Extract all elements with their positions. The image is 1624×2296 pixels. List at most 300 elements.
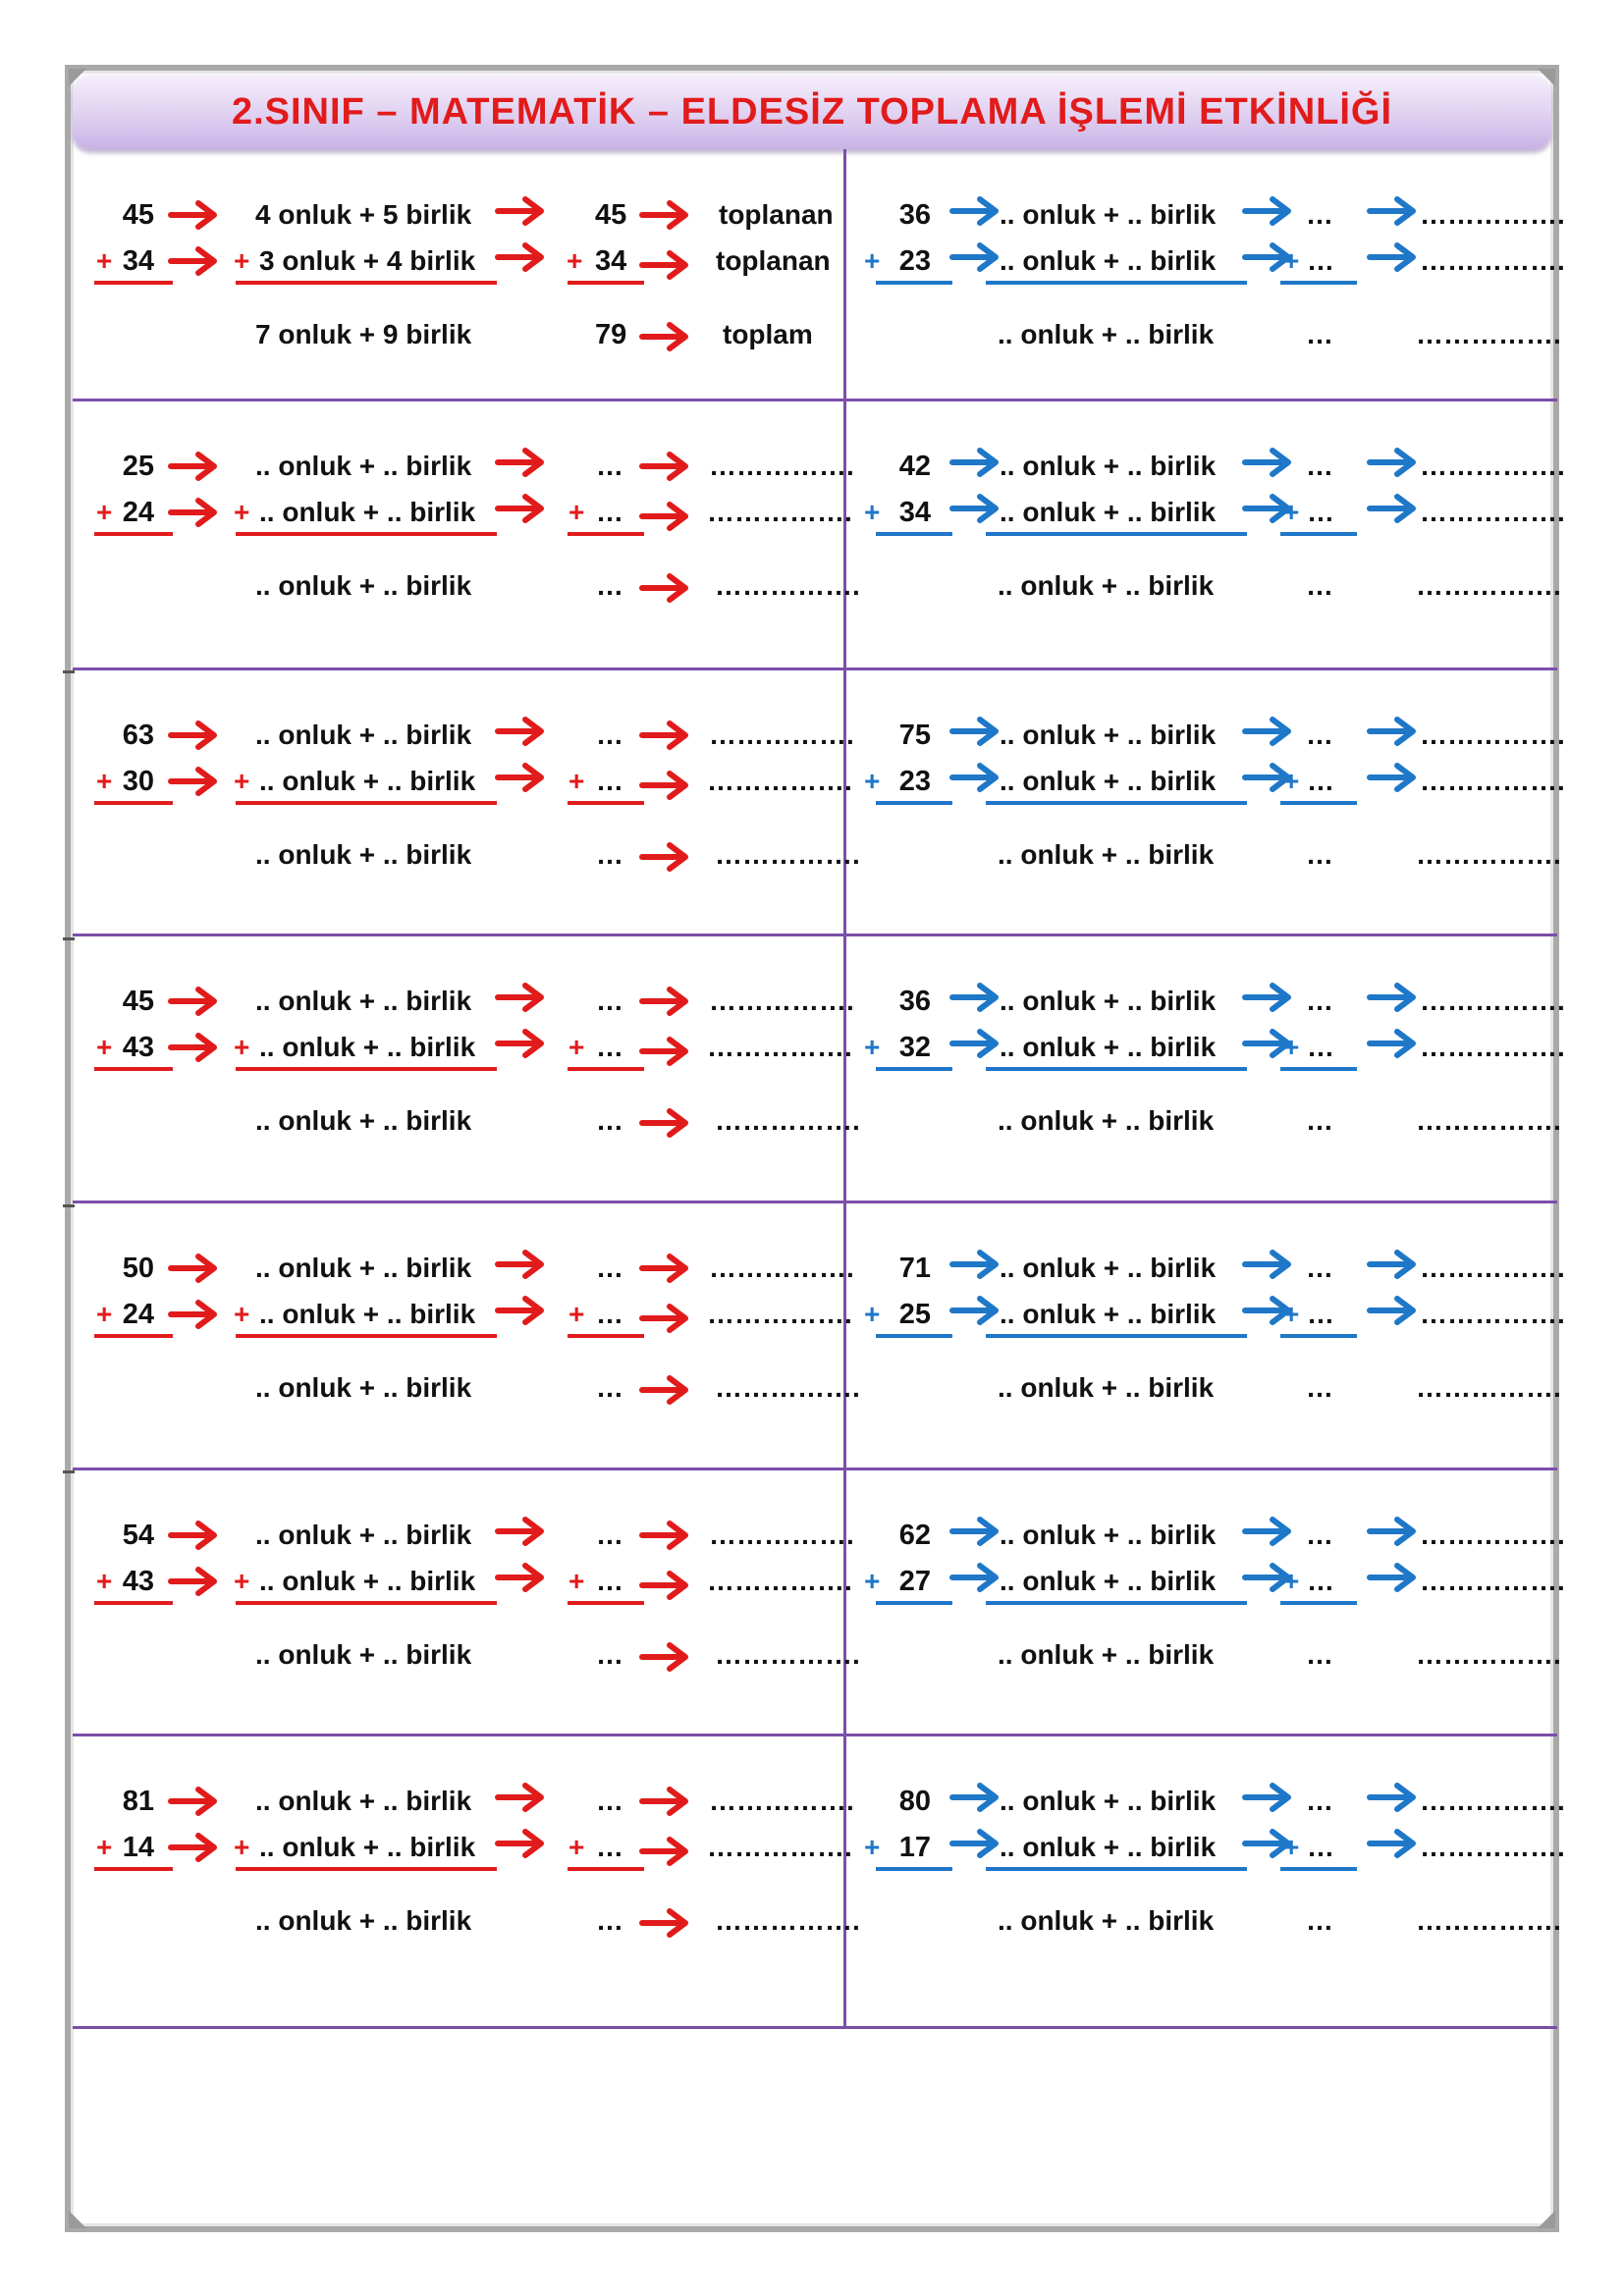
answer-blank: ……………. (709, 720, 854, 750)
decomposition-sum-blank: .. onluk + .. birlik (255, 1905, 472, 1936)
addend-b: 25 (898, 1299, 931, 1330)
arrow-right-icon (496, 1296, 551, 1325)
sum-underline (1280, 532, 1357, 536)
addend-a-repeat: 45 (595, 199, 627, 231)
sum-underline (1280, 801, 1357, 805)
addend-a: 45 (122, 986, 154, 1017)
arrow-right-icon (1368, 1029, 1423, 1058)
sum-underline (1280, 281, 1357, 285)
decomposition-b-blank: .. onluk + .. birlik (1000, 245, 1217, 276)
plus-sign: + (96, 1299, 113, 1329)
addend-a: 42 (898, 451, 931, 482)
blank-sum: … (1306, 1905, 1333, 1936)
blank-b: … (1307, 1032, 1334, 1062)
arrow-right-icon (169, 1833, 224, 1862)
addend-b: 24 (122, 497, 154, 528)
arrow-right-icon (169, 1787, 224, 1816)
addend-a: 36 (898, 199, 931, 231)
arrow-right-icon (950, 1829, 1005, 1858)
sum-underline (236, 281, 497, 285)
arrow-right-icon (640, 1254, 695, 1283)
addend-a: 25 (122, 451, 154, 482)
decomposition-b-blank: .. onluk + .. birlik (259, 1299, 476, 1329)
decomposition-sum-blank: .. onluk + .. birlik (255, 1639, 472, 1670)
decomposition-b-blank: .. onluk + .. birlik (1000, 1299, 1217, 1329)
plus-sign: + (234, 245, 250, 276)
answer-blank: ……………. (1420, 199, 1565, 230)
plus-sign: + (864, 497, 881, 527)
decomposition-a-blank: .. onluk + .. birlik (1000, 1520, 1217, 1550)
answer-blank: ……………. (707, 1032, 852, 1062)
plus-sign: + (864, 766, 881, 796)
arrow-right-icon (640, 771, 695, 800)
sum-underline (94, 281, 173, 285)
arrow-right-icon (640, 1787, 695, 1816)
sum-underline (1280, 1867, 1357, 1871)
blank-b: … (1307, 497, 1334, 527)
frame-corner (1538, 2211, 1555, 2228)
blank-a: … (596, 1786, 623, 1816)
answer-blank: ……………. (707, 1299, 852, 1329)
blank-b: … (1307, 1566, 1334, 1596)
arrow-right-icon (169, 452, 224, 481)
sum-underline (236, 1067, 497, 1071)
answer-blank: ……………. (715, 1639, 860, 1670)
answer-blank: ……………. (707, 497, 852, 527)
arrow-right-icon (1243, 196, 1298, 226)
row-divider (73, 1734, 1557, 1736)
plus-sign: + (96, 1032, 113, 1062)
plus-sign: + (568, 497, 585, 527)
addend-b: 30 (122, 766, 154, 797)
answer-blank: ……………. (715, 839, 860, 870)
blank-sum: … (596, 1105, 623, 1136)
arrow-right-icon (1243, 1517, 1298, 1546)
arrow-right-icon (640, 1521, 695, 1550)
answer-blank: ……………. (1420, 497, 1565, 527)
plus-sign: + (568, 1832, 585, 1862)
arrow-right-icon (640, 502, 695, 531)
sum-underline (986, 801, 1247, 805)
sum-underline (94, 532, 173, 536)
addend-b: 17 (898, 1832, 931, 1863)
plus-sign: + (234, 1566, 250, 1596)
answer-blank: ……………. (1420, 1786, 1565, 1816)
arrow-right-icon (950, 983, 1005, 1012)
arrow-right-icon (950, 1783, 1005, 1812)
arrow-right-icon (1368, 1296, 1423, 1325)
addend-b: 34 (122, 245, 154, 277)
arrow-right-icon (640, 1304, 695, 1333)
addend-b: 32 (898, 1032, 931, 1063)
sum-underline (94, 1601, 173, 1605)
arrow-right-icon (1368, 717, 1423, 746)
sum-underline (236, 532, 497, 536)
decomposition-a-blank: .. onluk + .. birlik (255, 1786, 472, 1816)
decomposition-a-blank: .. onluk + .. birlik (255, 986, 472, 1016)
arrow-right-icon (950, 242, 1005, 272)
arrow-right-icon (169, 246, 224, 276)
addend-a: 75 (898, 720, 931, 751)
decomposition-sum-blank: .. onluk + .. birlik (998, 319, 1215, 349)
sum-underline (1280, 1334, 1357, 1338)
plus-sign: + (864, 1032, 881, 1062)
sum-underline (876, 281, 952, 285)
arrow-right-icon (496, 448, 551, 477)
arrow-right-icon (640, 1642, 695, 1672)
decomposition-sum-blank: .. onluk + .. birlik (998, 839, 1215, 870)
blank-sum: … (596, 1372, 623, 1403)
plus-sign: + (864, 1832, 881, 1862)
addend-b: 23 (898, 766, 931, 797)
addend-b: 43 (122, 1566, 154, 1597)
arrow-right-icon (496, 1783, 551, 1812)
arrow-right-icon (1368, 1517, 1423, 1546)
plus-sign: + (568, 1299, 585, 1329)
page-title: 2.SINIF – MATEMATİK – ELDESİZ TOPLAMA İŞLEMİ ETKİNLİĞİ (231, 90, 1393, 133)
decomposition-a-blank: .. onluk + .. birlik (255, 451, 472, 481)
answer-blank: ……………. (715, 1105, 860, 1136)
blank-a: … (596, 1520, 623, 1550)
addend-a: 71 (898, 1253, 931, 1284)
blank-b: … (596, 1832, 623, 1862)
arrow-right-icon (496, 1250, 551, 1279)
decomposition-b-blank: .. onluk + .. birlik (259, 766, 476, 796)
blank-sum: … (1306, 839, 1333, 870)
sum-underline (568, 801, 644, 805)
answer-blank: ……………. (1420, 766, 1565, 796)
decomposition-b-blank: .. onluk + .. birlik (1000, 1832, 1217, 1862)
blank-a: … (596, 720, 623, 750)
answer-blank: ……………. (1420, 720, 1565, 750)
plus-sign: + (1283, 497, 1300, 527)
arrow-right-icon (950, 1517, 1005, 1546)
arrow-right-icon (1243, 983, 1298, 1012)
sum-underline (986, 1867, 1247, 1871)
answer-blank: ……………. (707, 766, 852, 796)
plus-sign: + (1283, 1566, 1300, 1596)
arrow-right-icon (640, 322, 695, 351)
decomposition-sum-blank: .. onluk + .. birlik (998, 1372, 1215, 1403)
title-banner (73, 75, 1551, 149)
sum-underline (568, 281, 644, 285)
addend-b: 43 (122, 1032, 154, 1063)
arrow-right-icon (496, 763, 551, 792)
arrow-right-icon (496, 1029, 551, 1058)
blank-a: … (1306, 720, 1333, 750)
answer-blank: ……………. (1420, 1032, 1565, 1062)
arrow-right-icon (950, 1029, 1005, 1058)
margin-tick (63, 937, 75, 940)
addend-a: 50 (122, 1253, 154, 1284)
decomposition-b-blank: .. onluk + .. birlik (1000, 1032, 1217, 1062)
plus-sign: + (864, 1566, 881, 1596)
sum-underline (1280, 1601, 1357, 1605)
decomposition-sum-blank: .. onluk + .. birlik (255, 1372, 472, 1403)
answer-blank: ……………. (1420, 1832, 1565, 1862)
frame-corner (69, 2211, 86, 2228)
arrow-right-icon (169, 721, 224, 750)
arrow-right-icon (950, 494, 1005, 523)
decomposition-sum: 7 onluk + 9 birlik (255, 319, 472, 349)
blank-a: … (1306, 451, 1333, 481)
arrow-right-icon (640, 200, 695, 230)
sum-underline (568, 1867, 644, 1871)
sum-underline (876, 1601, 952, 1605)
arrow-right-icon (169, 1254, 224, 1283)
sum-underline (876, 801, 952, 805)
label-addend: toplanan (716, 245, 831, 276)
addend-a: 45 (122, 199, 154, 231)
addend-a: 81 (122, 1786, 154, 1817)
sum-underline (876, 1334, 952, 1338)
answer-blank: ……………. (1416, 1372, 1561, 1403)
decomposition-b-blank: .. onluk + .. birlik (1000, 1566, 1217, 1596)
sum-underline (986, 1601, 1247, 1605)
plus-sign: + (96, 1832, 113, 1862)
plus-sign: + (234, 766, 250, 796)
answer-blank: ……………. (715, 1372, 860, 1403)
decomposition-b-blank: .. onluk + .. birlik (1000, 497, 1217, 527)
blank-a: … (596, 986, 623, 1016)
arrow-right-icon (1243, 1250, 1298, 1279)
sum-underline (1280, 1067, 1357, 1071)
arrow-right-icon (496, 983, 551, 1012)
blank-b: … (1307, 766, 1334, 796)
plus-sign: + (1283, 766, 1300, 796)
margin-tick (63, 1470, 75, 1473)
sum-underline (568, 532, 644, 536)
plus-sign: + (234, 1832, 250, 1862)
decomposition-a-blank: .. onluk + .. birlik (1000, 199, 1217, 230)
blank-a: … (596, 1253, 623, 1283)
arrow-right-icon (640, 1571, 695, 1600)
arrow-right-icon (640, 452, 695, 481)
answer-blank: ……………. (715, 570, 860, 601)
addend-a: 54 (122, 1520, 154, 1551)
plus-sign: + (864, 245, 881, 276)
decomposition-b-blank: .. onluk + .. birlik (259, 1032, 476, 1062)
addend-b: 23 (898, 245, 931, 277)
blank-sum: … (1306, 570, 1333, 601)
plus-sign: + (96, 497, 113, 527)
sum-underline (236, 1334, 497, 1338)
sum-underline (94, 1067, 173, 1071)
arrow-right-icon (1368, 1250, 1423, 1279)
plus-sign: + (234, 497, 250, 527)
addend-b: 27 (898, 1566, 931, 1597)
arrow-right-icon (950, 448, 1005, 477)
blank-a: … (1306, 1520, 1333, 1550)
answer-blank: ……………. (1416, 1639, 1561, 1670)
answer-blank: ……………. (1420, 451, 1565, 481)
plus-sign: + (1283, 1299, 1300, 1329)
answer-blank: ……………. (1416, 1905, 1561, 1936)
blank-sum: … (1306, 319, 1333, 349)
arrow-right-icon (640, 573, 695, 603)
sum-underline (236, 801, 497, 805)
addend-a: 62 (898, 1520, 931, 1551)
arrow-right-icon (1243, 448, 1298, 477)
arrow-right-icon (1243, 1783, 1298, 1812)
plus-sign: + (96, 1566, 113, 1596)
arrow-right-icon (169, 1300, 224, 1329)
answer-blank: ……………. (1420, 245, 1565, 276)
blank-a: … (1306, 199, 1333, 230)
addend-b-repeat: 34 (595, 245, 627, 277)
margin-tick (63, 1204, 75, 1207)
sum-underline (986, 1334, 1247, 1338)
blank-sum: … (596, 839, 623, 870)
sum-underline (986, 1067, 1247, 1071)
sum-underline (94, 1867, 173, 1871)
plus-sign: + (96, 766, 113, 796)
sum-underline (94, 801, 173, 805)
sum-value: 79 (595, 319, 627, 350)
sum-underline (568, 1334, 644, 1338)
sum-underline (568, 1601, 644, 1605)
arrow-right-icon (169, 767, 224, 796)
row-divider (73, 1201, 1557, 1203)
label-sum: toplam (723, 319, 813, 349)
answer-blank: ……………. (1416, 319, 1561, 349)
arrow-right-icon (169, 1033, 224, 1062)
arrow-right-icon (1368, 763, 1423, 792)
plus-sign: + (567, 245, 583, 276)
row-divider (73, 934, 1557, 936)
plus-sign: + (1283, 1832, 1300, 1862)
blank-a: … (1306, 986, 1333, 1016)
blank-b: … (596, 766, 623, 796)
decomposition-a-blank: .. onluk + .. birlik (255, 1253, 472, 1283)
answer-blank: ……………. (1416, 570, 1561, 601)
sum-underline (876, 1867, 952, 1871)
decomposition-sum-blank: .. onluk + .. birlik (998, 1639, 1215, 1670)
answer-blank: ……………. (1420, 1566, 1565, 1596)
arrow-right-icon (640, 1375, 695, 1405)
arrow-right-icon (640, 1108, 695, 1138)
sum-underline (876, 532, 952, 536)
plus-sign: + (568, 1032, 585, 1062)
decomposition-b-blank: .. onluk + .. birlik (259, 1566, 476, 1596)
decomposition-sum-blank: .. onluk + .. birlik (998, 1905, 1215, 1936)
decomposition-a-blank: .. onluk + .. birlik (255, 1520, 472, 1550)
arrow-right-icon (1368, 494, 1423, 523)
decomposition-a-blank: .. onluk + .. birlik (1000, 1253, 1217, 1283)
answer-blank: ……………. (709, 451, 854, 481)
blank-a: … (1306, 1253, 1333, 1283)
arrow-right-icon (950, 1563, 1005, 1592)
arrow-right-icon (950, 1296, 1005, 1325)
arrow-right-icon (950, 763, 1005, 792)
blank-b: … (596, 1299, 623, 1329)
blank-sum: … (1306, 1639, 1333, 1670)
blank-b: … (1307, 1832, 1334, 1862)
margin-tick (63, 670, 75, 673)
arrow-right-icon (950, 196, 1005, 226)
answer-blank: ……………. (709, 1253, 854, 1283)
arrow-right-icon (496, 1517, 551, 1546)
blank-b: … (1307, 1299, 1334, 1329)
arrow-right-icon (1368, 196, 1423, 226)
decomposition-a-blank: .. onluk + .. birlik (1000, 986, 1217, 1016)
arrow-right-icon (496, 196, 551, 226)
blank-b: … (596, 497, 623, 527)
blank-sum: … (596, 1905, 623, 1936)
arrow-right-icon (640, 842, 695, 872)
addend-b: 24 (122, 1299, 154, 1330)
arrow-right-icon (1368, 448, 1423, 477)
answer-blank: ……………. (1416, 1105, 1561, 1136)
arrow-right-icon (169, 498, 224, 527)
decomposition-b: 3 onluk + 4 birlik (259, 245, 476, 276)
arrow-right-icon (496, 242, 551, 272)
answer-blank: ……………. (715, 1905, 860, 1936)
arrow-right-icon (1368, 1829, 1423, 1858)
answer-blank: ……………. (1420, 986, 1565, 1016)
decomposition-b-blank: .. onluk + .. birlik (1000, 766, 1217, 796)
plus-sign: + (234, 1032, 250, 1062)
label-addend: toplanan (719, 199, 834, 230)
decomposition-b-blank: .. onluk + .. birlik (259, 497, 476, 527)
arrow-right-icon (950, 717, 1005, 746)
blank-b: … (596, 1566, 623, 1596)
decomposition-a: 4 onluk + 5 birlik (255, 199, 472, 230)
arrow-right-icon (169, 200, 224, 230)
plus-sign: + (96, 245, 113, 276)
arrow-right-icon (496, 1829, 551, 1858)
arrow-right-icon (640, 1837, 695, 1866)
arrow-right-icon (1368, 1563, 1423, 1592)
arrow-right-icon (1368, 1783, 1423, 1812)
decomposition-sum-blank: .. onluk + .. birlik (255, 839, 472, 870)
answer-blank: ……………. (1420, 1520, 1565, 1550)
decomposition-sum-blank: .. onluk + .. birlik (255, 570, 472, 601)
sum-underline (236, 1601, 497, 1605)
row-divider (73, 667, 1557, 670)
arrow-right-icon (640, 721, 695, 750)
addend-b: 34 (898, 497, 931, 528)
sum-underline (876, 1067, 952, 1071)
decomposition-sum-blank: .. onluk + .. birlik (998, 570, 1215, 601)
arrow-right-icon (1368, 242, 1423, 272)
arrow-right-icon (169, 1567, 224, 1596)
arrow-right-icon (496, 1563, 551, 1592)
column-divider (843, 149, 846, 2028)
decomposition-b-blank: .. onluk + .. birlik (259, 1832, 476, 1862)
arrow-right-icon (169, 987, 224, 1016)
decomposition-a-blank: .. onluk + .. birlik (1000, 451, 1217, 481)
sum-underline (986, 281, 1247, 285)
plus-sign: + (1283, 1032, 1300, 1062)
blank-sum: … (596, 1639, 623, 1670)
arrow-right-icon (1243, 717, 1298, 746)
decomposition-a-blank: .. onluk + .. birlik (1000, 720, 1217, 750)
answer-blank: ……………. (1416, 839, 1561, 870)
answer-blank: ……………. (707, 1832, 852, 1862)
plus-sign: + (1283, 245, 1300, 276)
arrow-right-icon (640, 987, 695, 1016)
blank-b: … (596, 1032, 623, 1062)
arrow-right-icon (640, 1908, 695, 1938)
blank-a: … (596, 451, 623, 481)
arrow-right-icon (496, 494, 551, 523)
plus-sign: + (568, 1566, 585, 1596)
blank-sum: … (1306, 1372, 1333, 1403)
row-divider (73, 2026, 1557, 2029)
answer-blank: ……………. (1420, 1253, 1565, 1283)
arrow-right-icon (950, 1250, 1005, 1279)
